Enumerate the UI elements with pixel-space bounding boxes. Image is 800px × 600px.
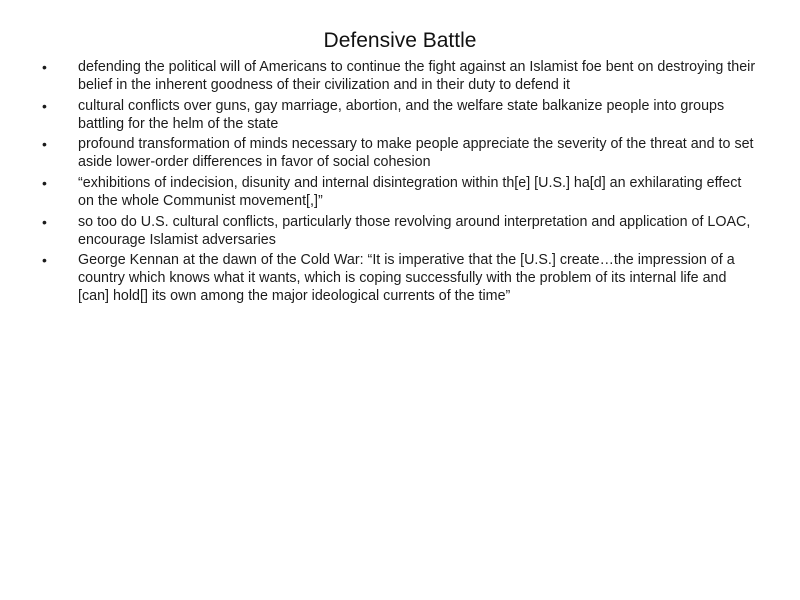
- bullet-icon: •: [42, 59, 47, 75]
- bullet-item: [38, 135, 758, 171]
- bullet-item: [38, 58, 758, 94]
- bullet-item: [38, 174, 758, 210]
- bullet-text: profound transformation of minds necessary to make people appreciate the severity of the threat and to set aside lower-order differences in favor of social cohesion: [78, 136, 754, 171]
- bullet-text: cultural conflicts over guns, gay marriage, abortion, and the welfare state balkanize people into groups battling for the helm of the state: [78, 97, 725, 132]
- bullet-text: defending the political will of Americans to continue the fight against an Islamist foe bent on destroying their belief in the inherent goodness of their civilization and in their duty to defend it: [78, 59, 756, 93]
- bullet-icon: •: [42, 136, 47, 153]
- bullet-text: “exhibitions of indecision, disunity and internal disintegration within th[e] [U.S.] ha[d] an exhilarating effect on the whole Communist movement[,]”: [78, 175, 742, 210]
- bullet-item: [38, 251, 758, 305]
- bullet-text: George Kennan at the dawn of the Cold War: “It is imperative that the [U.S.] create…the impression of a country which knows what it wants, which is coping successfully with the problem of its internal life and [can] hold[] its own among the major ideological currents of the time”: [78, 252, 735, 305]
- bullet-item: [38, 97, 758, 133]
- bullet-list: [38, 58, 758, 308]
- slide-title: Defensive Battle: [323, 29, 477, 52]
- bullet-icon: •: [42, 175, 47, 192]
- bullet-icon: •: [42, 252, 47, 269]
- bullet-icon: •: [42, 97, 47, 114]
- bullet-item: [38, 213, 758, 249]
- bullet-icon: •: [42, 213, 47, 230]
- bullet-text: so too do U.S. cultural conflicts, particularly those revolving around interpretation and application of LOAC, encourage Islamist adversaries: [78, 213, 751, 248]
